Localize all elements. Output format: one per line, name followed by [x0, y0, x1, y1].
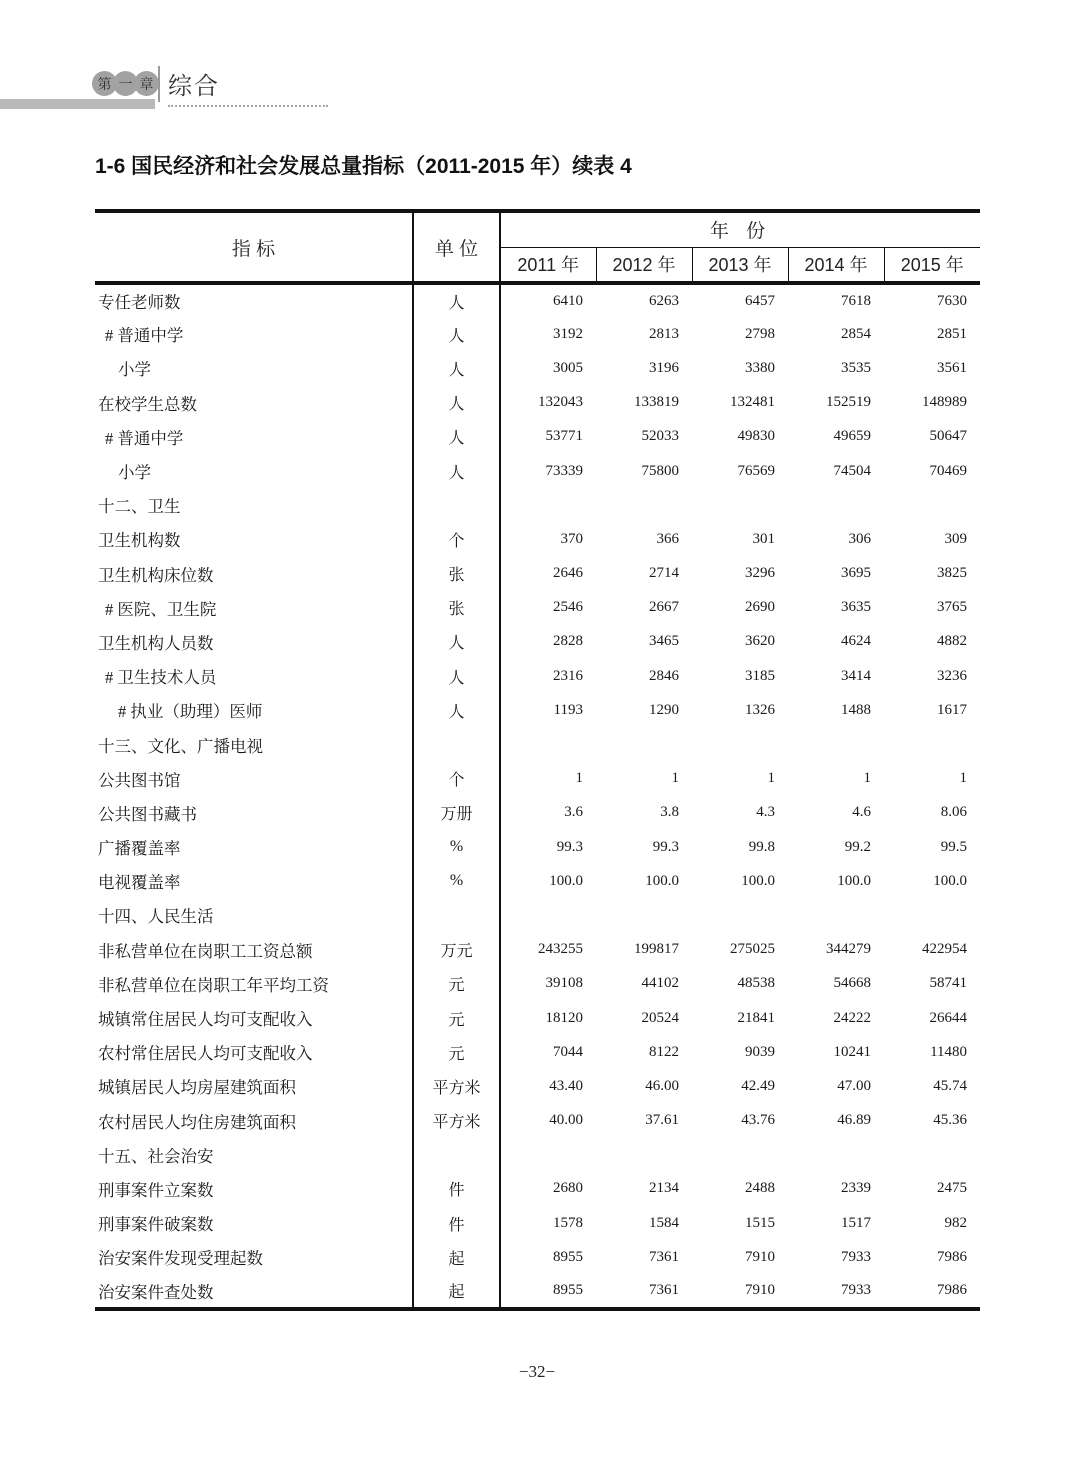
- indicator-cell: # 普通中学: [95, 420, 413, 454]
- value-cell: 45.36: [933, 1112, 968, 1129]
- table-row: [95, 1001, 980, 1035]
- value-cell: 46.00: [645, 1077, 679, 1094]
- value-cell: 100.0: [741, 872, 775, 889]
- table-row: [95, 933, 980, 967]
- table-row: [95, 1172, 980, 1206]
- value-cell: [788, 488, 884, 522]
- unit-cell: 人: [413, 351, 500, 385]
- value-cell: 7986: [937, 1248, 968, 1265]
- value-cell: 422954: [922, 941, 968, 958]
- unit-cell: 起: [413, 1274, 500, 1308]
- unit-cell: 张: [413, 591, 500, 625]
- unit-cell: 人: [413, 625, 500, 659]
- indicator-cell: 公共图书藏书: [95, 796, 413, 830]
- unit-cell: 个: [413, 522, 500, 556]
- unit-cell: 人: [413, 386, 500, 420]
- value-cell: 4.6: [852, 804, 871, 821]
- value-cell: 7933: [841, 1248, 871, 1265]
- table-row: [95, 591, 980, 625]
- value-cell: 54668: [833, 975, 871, 992]
- value-cell: 3192: [553, 325, 583, 342]
- unit-cell: 张: [413, 557, 500, 591]
- unit-cell: 万元: [413, 933, 500, 967]
- value-cell: 3236: [937, 667, 968, 684]
- value-cell: 24222: [833, 1009, 871, 1026]
- value-cell: 100.0: [837, 872, 871, 889]
- header-left-bar: [0, 99, 155, 109]
- indicator-cell: 小学: [95, 351, 413, 385]
- unit-cell: 元: [413, 1001, 500, 1035]
- page-title: 1-6 国民经济和社会发展总量指标（2011-2015 年）续表 4: [95, 155, 632, 178]
- value-cell: 2714: [649, 565, 679, 582]
- indicator-cell: 小学: [95, 454, 413, 488]
- value-cell: 18120: [545, 1009, 583, 1026]
- value-cell: 53771: [545, 428, 583, 445]
- value-cell: [788, 1138, 884, 1172]
- value-cell: 44102: [641, 975, 679, 992]
- value-cell: 982: [944, 1214, 968, 1231]
- indicator-cell: 公共图书馆: [95, 762, 413, 796]
- value-cell: 4.3: [756, 804, 775, 821]
- indicator-cell: # 医院、卫生院: [95, 591, 413, 625]
- value-cell: 132043: [538, 394, 583, 411]
- value-cell: 1: [671, 770, 679, 787]
- value-cell: 199817: [634, 941, 679, 958]
- table-row: [95, 351, 980, 385]
- value-cell: 7933: [841, 1282, 871, 1299]
- table-row: [95, 1206, 980, 1240]
- value-cell: 48538: [737, 975, 775, 992]
- value-cell: 1517: [841, 1214, 871, 1231]
- value-cell: 1578: [553, 1214, 583, 1231]
- indicator-cell: # 执业（助理）医师: [95, 693, 413, 727]
- value-cell: 1584: [649, 1214, 679, 1231]
- section-row: [95, 727, 980, 761]
- value-cell: 43.76: [741, 1112, 775, 1129]
- indicator-cell: 专任老师数: [95, 283, 413, 317]
- value-cell: 26644: [929, 1009, 968, 1026]
- value-cell: 148989: [922, 394, 968, 411]
- column-header-indicator: 指 标: [95, 211, 413, 283]
- value-cell: 2690: [745, 599, 775, 616]
- indicator-cell: 十二、卫生: [95, 488, 413, 522]
- chapter-badge: [92, 71, 155, 97]
- value-cell: 7044: [553, 1043, 583, 1060]
- value-cell: 1290: [649, 701, 679, 718]
- unit-cell: [413, 727, 500, 761]
- value-cell: 1: [575, 770, 583, 787]
- indicator-cell: 城镇居民人均房屋建筑面积: [95, 1069, 413, 1103]
- unit-cell: %: [413, 830, 500, 864]
- value-cell: 99.8: [748, 838, 775, 855]
- value-cell: 52033: [641, 428, 679, 445]
- indicator-cell: 十五、社会治安: [95, 1138, 413, 1172]
- unit-cell: 人: [413, 420, 500, 454]
- value-cell: 3465: [649, 633, 679, 650]
- value-cell: 301: [752, 530, 775, 547]
- value-cell: [884, 488, 980, 522]
- column-header-year-group: 年 份: [500, 211, 980, 247]
- value-cell: 99.3: [652, 838, 679, 855]
- indicator-cell: 刑事案件立案数: [95, 1172, 413, 1206]
- value-cell: 7630: [937, 292, 968, 309]
- value-cell: 43.40: [549, 1077, 583, 1094]
- value-cell: 1488: [841, 701, 871, 718]
- value-cell: 4882: [937, 633, 968, 650]
- unit-cell: 人: [413, 659, 500, 693]
- value-cell: 50647: [929, 428, 968, 445]
- value-cell: 7618: [841, 292, 871, 309]
- table-body: [95, 283, 980, 1309]
- section-row: [95, 488, 980, 522]
- value-cell: 74504: [833, 462, 871, 479]
- value-cell: [788, 727, 884, 761]
- value-cell: 3620: [745, 633, 775, 650]
- value-cell: 132481: [730, 394, 775, 411]
- value-cell: [596, 1138, 692, 1172]
- table-row: [95, 557, 980, 591]
- value-cell: 1: [959, 770, 968, 787]
- value-cell: 2339: [841, 1180, 871, 1197]
- header-divider: [158, 66, 160, 102]
- value-cell: 3.6: [564, 804, 583, 821]
- value-cell: 2680: [553, 1180, 583, 1197]
- value-cell: [596, 488, 692, 522]
- value-cell: 45.74: [933, 1077, 968, 1094]
- table-row: [95, 1240, 980, 1274]
- value-cell: 366: [656, 530, 679, 547]
- value-cell: 1617: [937, 701, 968, 718]
- value-cell: 2846: [649, 667, 679, 684]
- value-cell: [500, 898, 596, 932]
- value-cell: [884, 898, 980, 932]
- value-cell: 2813: [649, 325, 679, 342]
- value-cell: 3196: [649, 359, 679, 376]
- section-row: [95, 1138, 980, 1172]
- value-cell: 8955: [553, 1282, 583, 1299]
- value-cell: 100.0: [549, 872, 583, 889]
- value-cell: 70469: [929, 462, 968, 479]
- column-header-year: 2013 年: [692, 247, 788, 283]
- value-cell: 2798: [745, 325, 775, 342]
- table-row: [95, 625, 980, 659]
- indicator-cell: 电视覆盖率: [95, 864, 413, 898]
- unit-cell: 元: [413, 1035, 500, 1069]
- value-cell: 99.3: [556, 838, 583, 855]
- value-cell: [692, 488, 788, 522]
- table-row: [95, 283, 980, 317]
- indicator-cell: # 卫生技术人员: [95, 659, 413, 693]
- unit-cell: 件: [413, 1172, 500, 1206]
- column-header-year: 2015 年: [884, 247, 980, 283]
- value-cell: [596, 727, 692, 761]
- value-cell: 3380: [745, 359, 775, 376]
- value-cell: 1: [863, 770, 871, 787]
- value-cell: 9039: [745, 1043, 775, 1060]
- value-cell: 40.00: [549, 1112, 583, 1129]
- value-cell: 3185: [745, 667, 775, 684]
- value-cell: 100.0: [645, 872, 679, 889]
- column-header-year: 2012 年: [596, 247, 692, 283]
- unit-cell: 万册: [413, 796, 500, 830]
- value-cell: 2667: [649, 599, 679, 616]
- column-header-year: 2011 年: [500, 247, 596, 283]
- value-cell: [788, 898, 884, 932]
- value-cell: 3414: [841, 667, 871, 684]
- table-row: [95, 1035, 980, 1069]
- value-cell: 10241: [833, 1043, 871, 1060]
- value-cell: 99.2: [844, 838, 871, 855]
- value-cell: 2316: [553, 667, 583, 684]
- table-row: [95, 1069, 980, 1103]
- value-cell: 133819: [634, 394, 679, 411]
- value-cell: 152519: [826, 394, 871, 411]
- indicator-cell: 十三、文化、广播电视: [95, 727, 413, 761]
- value-cell: 2828: [553, 633, 583, 650]
- value-cell: 3.8: [660, 804, 679, 821]
- unit-cell: [413, 898, 500, 932]
- value-cell: 7361: [649, 1282, 679, 1299]
- value-cell: 243255: [538, 941, 583, 958]
- value-cell: 42.49: [741, 1077, 775, 1094]
- value-cell: 2488: [745, 1180, 775, 1197]
- value-cell: 73339: [545, 462, 583, 479]
- value-cell: 309: [944, 530, 968, 547]
- value-cell: 7986: [937, 1282, 968, 1299]
- indicator-cell: 农村常住居民人均可支配收入: [95, 1035, 413, 1069]
- table-row: [95, 796, 980, 830]
- value-cell: 6457: [745, 292, 775, 309]
- indicator-cell: 卫生机构人员数: [95, 625, 413, 659]
- value-cell: 3695: [841, 565, 871, 582]
- table-row: [95, 317, 980, 351]
- value-cell: 1: [767, 770, 775, 787]
- value-cell: 2546: [553, 599, 583, 616]
- value-cell: 2854: [841, 325, 871, 342]
- indicator-cell: 卫生机构数: [95, 522, 413, 556]
- value-cell: 8955: [553, 1248, 583, 1265]
- value-cell: 76569: [737, 462, 775, 479]
- statistics-table: [95, 209, 980, 1311]
- indicator-cell: 广播覆盖率: [95, 830, 413, 864]
- value-cell: 3561: [937, 359, 968, 376]
- value-cell: 3765: [937, 599, 968, 616]
- value-cell: [596, 898, 692, 932]
- table-header: [95, 211, 980, 283]
- value-cell: [692, 898, 788, 932]
- unit-cell: 平方米: [413, 1104, 500, 1138]
- indicator-cell: 治安案件发现受理起数: [95, 1240, 413, 1274]
- unit-cell: 件: [413, 1206, 500, 1240]
- indicator-cell: 农村居民人均住房建筑面积: [95, 1104, 413, 1138]
- value-cell: 58741: [929, 975, 968, 992]
- value-cell: 21841: [737, 1009, 775, 1026]
- chapter-title: 综合: [168, 66, 328, 107]
- table-row: [95, 386, 980, 420]
- value-cell: 6410: [553, 292, 583, 309]
- unit-cell: 个: [413, 762, 500, 796]
- table-row: [95, 420, 980, 454]
- indicator-cell: 卫生机构床位数: [95, 557, 413, 591]
- value-cell: 344279: [826, 941, 871, 958]
- indicator-cell: 非私营单位在岗职工年平均工资: [95, 967, 413, 1001]
- value-cell: 99.5: [940, 838, 968, 855]
- table-row: [95, 693, 980, 727]
- unit-cell: 平方米: [413, 1069, 500, 1103]
- indicator-cell: 十四、人民生活: [95, 898, 413, 932]
- value-cell: 75800: [641, 462, 679, 479]
- value-cell: 370: [560, 530, 583, 547]
- unit-cell: 起: [413, 1240, 500, 1274]
- unit-cell: [413, 488, 500, 522]
- indicator-cell: 非私营单位在岗职工工资总额: [95, 933, 413, 967]
- value-cell: [500, 488, 596, 522]
- value-cell: 7361: [649, 1248, 679, 1265]
- value-cell: 2134: [649, 1180, 679, 1197]
- value-cell: 1193: [553, 701, 583, 718]
- value-cell: 2851: [937, 325, 968, 342]
- unit-cell: 人: [413, 693, 500, 727]
- table-row: [95, 967, 980, 1001]
- unit-cell: 人: [413, 283, 500, 317]
- value-cell: 275025: [730, 941, 775, 958]
- value-cell: 49830: [737, 428, 775, 445]
- table-row: [95, 659, 980, 693]
- value-cell: [692, 727, 788, 761]
- table-row: [95, 454, 980, 488]
- value-cell: 3005: [553, 359, 583, 376]
- unit-cell: 人: [413, 454, 500, 488]
- section-row: [95, 898, 980, 932]
- value-cell: 47.00: [837, 1077, 871, 1094]
- table-row: [95, 1274, 980, 1308]
- value-cell: 39108: [545, 975, 583, 992]
- indicator-cell: 治安案件查处数: [95, 1274, 413, 1308]
- unit-cell: [413, 1138, 500, 1172]
- value-cell: 3635: [841, 599, 871, 616]
- value-cell: [884, 1138, 980, 1172]
- value-cell: 1515: [745, 1214, 775, 1231]
- value-cell: 8122: [649, 1043, 679, 1060]
- chapter-badge-char: 一: [113, 71, 138, 96]
- value-cell: 37.61: [645, 1112, 679, 1129]
- indicator-cell: 刑事案件破案数: [95, 1206, 413, 1240]
- value-cell: 2646: [553, 565, 583, 582]
- value-cell: 6263: [649, 292, 679, 309]
- value-cell: [692, 1138, 788, 1172]
- chapter-badge-char: 章: [134, 71, 159, 96]
- table-row: [95, 1104, 980, 1138]
- value-cell: 4624: [841, 633, 871, 650]
- value-cell: [884, 727, 980, 761]
- column-header-year: 2014 年: [788, 247, 884, 283]
- table-row: [95, 762, 980, 796]
- value-cell: 2475: [937, 1180, 968, 1197]
- chapter-badge-char: 第: [92, 71, 117, 96]
- value-cell: 3535: [841, 359, 871, 376]
- indicator-cell: # 普通中学: [95, 317, 413, 351]
- value-cell: 3825: [937, 565, 968, 582]
- value-cell: 8.06: [940, 804, 968, 821]
- column-header-unit: 单 位: [413, 211, 500, 283]
- value-cell: 306: [848, 530, 871, 547]
- table-row: [95, 864, 980, 898]
- value-cell: 3296: [745, 565, 775, 582]
- table-row: [95, 830, 980, 864]
- value-cell: 46.89: [837, 1112, 871, 1129]
- value-cell: [500, 1138, 596, 1172]
- value-cell: 20524: [641, 1009, 679, 1026]
- page-number: −32−: [518, 1362, 556, 1381]
- value-cell: 49659: [833, 428, 871, 445]
- indicator-cell: 在校学生总数: [95, 386, 413, 420]
- unit-cell: 元: [413, 967, 500, 1001]
- value-cell: 7910: [745, 1282, 775, 1299]
- value-cell: 1326: [745, 701, 775, 718]
- table-row: [95, 522, 980, 556]
- value-cell: 7910: [745, 1248, 775, 1265]
- value-cell: 11480: [930, 1043, 968, 1060]
- value-cell: 100.0: [933, 872, 968, 889]
- value-cell: [500, 727, 596, 761]
- unit-cell: 人: [413, 317, 500, 351]
- unit-cell: %: [413, 864, 500, 898]
- indicator-cell: 城镇常住居民人均可支配收入: [95, 1001, 413, 1035]
